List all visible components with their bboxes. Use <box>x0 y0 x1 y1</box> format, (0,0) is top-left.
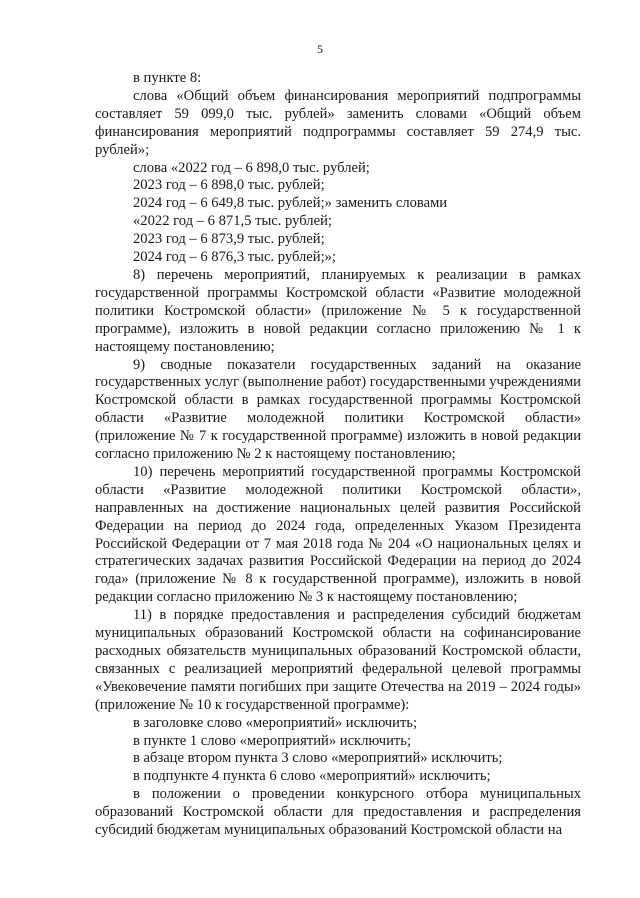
paragraph: в пункте 1 слово «мероприятий» исключить; <box>133 732 412 749</box>
document-body <box>95 70 581 840</box>
paragraph: слова «2022 год – 6 898,0 тыс. рублей; <box>133 159 370 176</box>
paragraph: 2023 год – 6 873,9 тыс. рублей; <box>133 231 325 248</box>
paragraph: 9) сводные показатели государственных заданий на оказание государственных услуг (выполнение работ) государственными учреждениями Костромской области в рамках государственной программы Костромской области «Развитие молодежной политики Костромской области» (приложение № 7 к государственной программе) изложить в новой редакции согласно приложению № 2 к настоящему постановлению; <box>95 356 581 463</box>
paragraph: в подпункте 4 пункта 6 слово «мероприятий» исключить; <box>133 768 491 785</box>
paragraph: в пункте 8: <box>133 70 202 86</box>
paragraph: в положении о проведении конкурсного отбора муниципальных образований Костромской области для предоставления и распределения субсидий бюджетам муниципальных образований Костромской области на <box>95 786 581 839</box>
paragraph: 2024 год – 6 876,3 тыс. рублей;»; <box>133 249 336 266</box>
paragraph: 11) в порядке предоставления и распределения субсидий бюджетам муниципальных образований Костромской области на софинансирование расходных обязательств муниципальных образований Костромской области, связанных с реализацией мероприятий федеральной целевой программы «Увековечение памяти погибших при защите Отечества на 2019 – 2024 годы» (приложение № 10 к государственной программе): <box>95 607 581 713</box>
paragraph: 2023 год – 6 898,0 тыс. рублей; <box>133 177 325 194</box>
paragraph: «2022 год – 6 871,5 тыс. рублей; <box>133 213 332 230</box>
page-number: 5 <box>317 42 323 56</box>
paragraph: 10) перечень мероприятий государственной программы Костромской области «Развитие молодежной политики Костромской области», направленных на достижение национальных целей развития Российской Федерации на период до 2024 года, определенных Указом Президента Российской Федерации от 7 мая 2018 года № 204 «О национальных целях и стратегических задачах развития Российской Федерации на период до 2024 года» (приложение № 8 к государственной программе), изложить в новой редакции согласно приложению № 3 к настоящему постановлению; <box>95 463 581 606</box>
paragraph: в заголовке слово «мероприятий» исключить; <box>133 714 418 731</box>
paragraph: 2024 год – 6 649,8 тыс. рублей;» заменить словами <box>133 195 448 212</box>
paragraph: слова «Общий объем финансирования мероприятий подпрограммы составляет 59 099,0 тыс. рублей» заменить словами «Общий объем финансирования мероприятий подпрограммы составляет 59 274,9 тыс. рублей»; <box>95 87 581 158</box>
paragraph: 8) перечень мероприятий, планируемых к реализации в рамках государственной программы Костромской области «Развитие молодежной политики Костромской области» (приложение № 5 к государственной программе), изложить в новой редакции согласно приложению № 1 к настоящему постановлению; <box>95 266 581 355</box>
paragraph: в абзаце втором пункта 3 слово «мероприятий» исключить; <box>133 750 503 767</box>
